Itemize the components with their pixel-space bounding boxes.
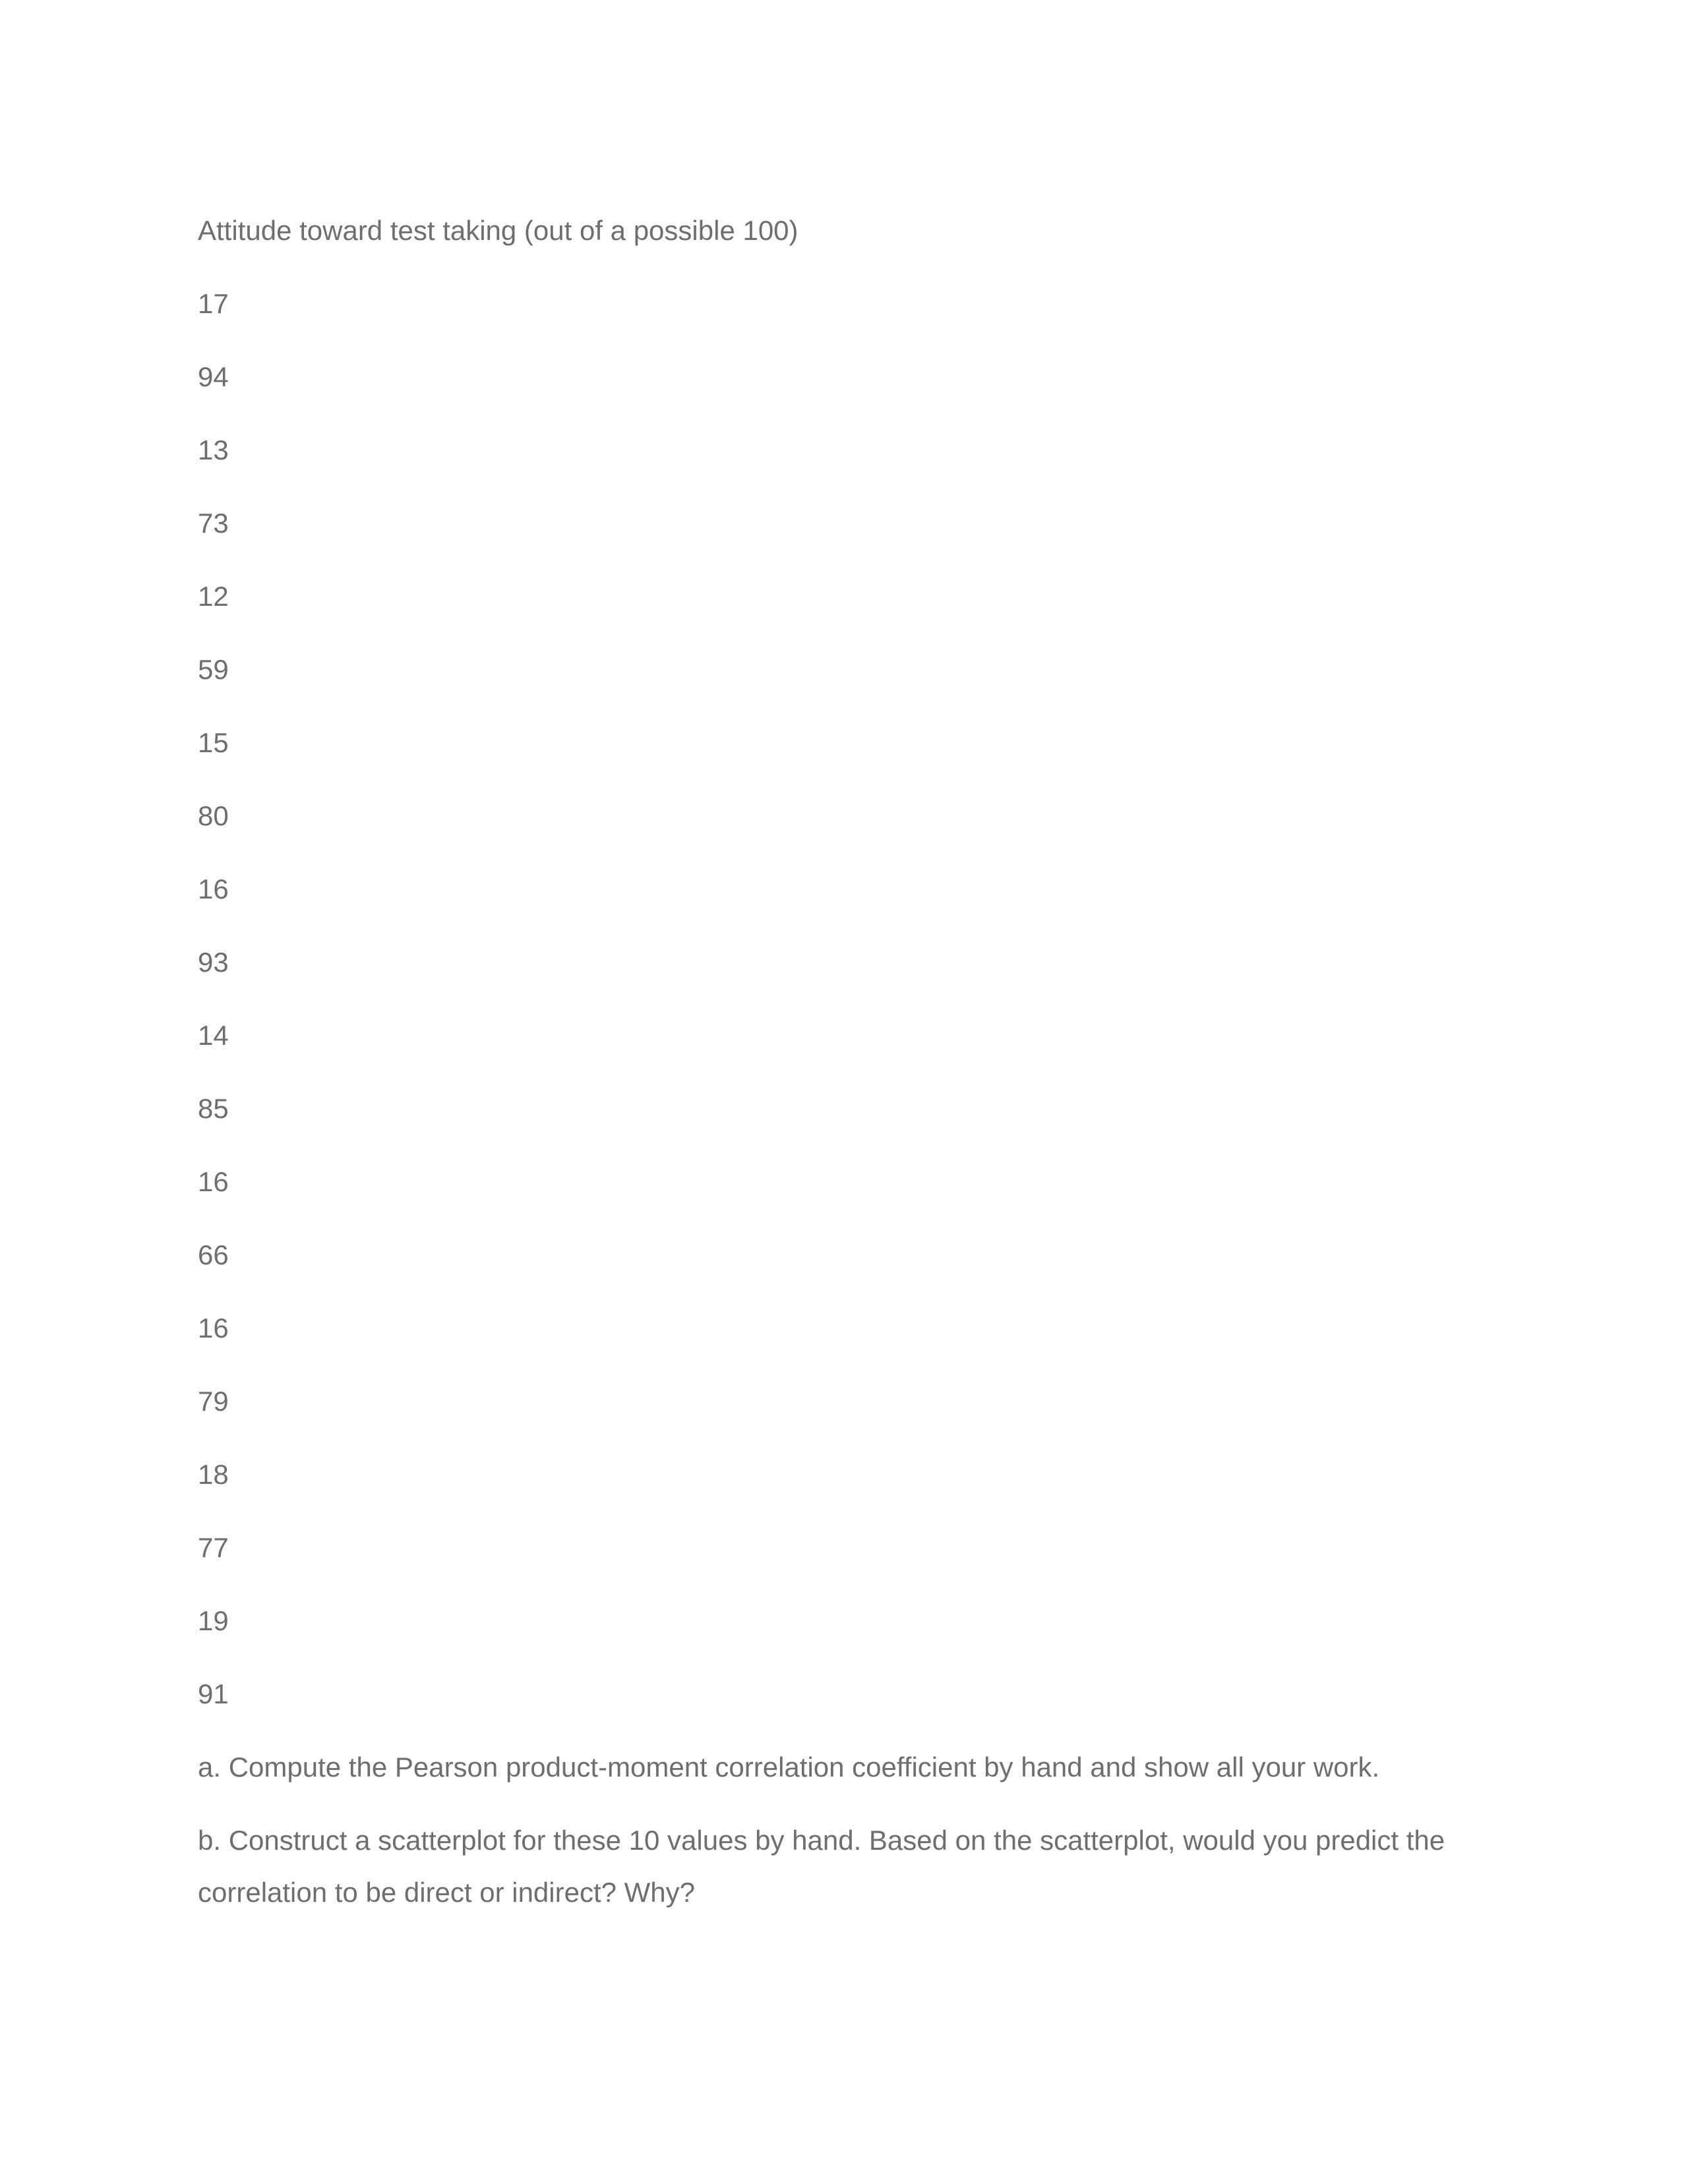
value-item: 14 (198, 1020, 229, 1051)
value-item: 18 (198, 1459, 229, 1490)
value-item: 79 (198, 1386, 229, 1417)
value-item: 19 (198, 1605, 229, 1636)
value-item: 16 (198, 873, 229, 904)
value-item: 91 (198, 1678, 229, 1709)
data-heading: Attitude toward test taking (out of a possible 100) (198, 215, 799, 246)
value-item: 80 (198, 800, 229, 831)
value-item: 17 (198, 288, 229, 319)
value-item: 85 (198, 1093, 229, 1124)
document-content (198, 215, 1490, 1939)
value-item: 12 (198, 581, 229, 612)
value-list (198, 288, 1490, 1710)
value-item: 15 (198, 727, 229, 758)
value-item: 16 (198, 1166, 229, 1197)
value-item: 13 (198, 434, 229, 465)
question-b: b. Construct a scatterplot for these 10 values by hand. Based on the scatterplot, would you predict the correlation to be direct or indirect? Why? (198, 1825, 1445, 1908)
value-item: 93 (198, 947, 229, 978)
value-item: 59 (198, 654, 229, 685)
value-item: 73 (198, 508, 229, 539)
question-a: a. Compute the Pearson product-moment correlation coefficient by hand and show all your work. (198, 1752, 1380, 1783)
value-item: 94 (198, 361, 229, 392)
value-item: 16 (198, 1313, 229, 1343)
value-item: 77 (198, 1532, 229, 1563)
value-item: 66 (198, 1239, 229, 1270)
